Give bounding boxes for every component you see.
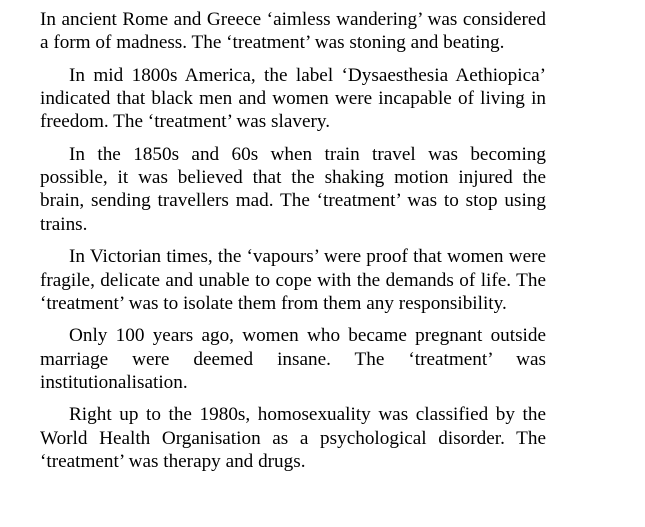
paragraph-dysaesthesia: In mid 1800s America, the label ‘Dysaesthesia Aethiopica’ indicated that black men and women were incapable of living in freedom. The ‘treatment’ was slavery. bbox=[40, 64, 546, 133]
paragraph-homosexuality: Right up to the 1980s, homosexuality was classified by the World Health Organisation as a psychological disorder. The ‘treatment’ was therapy and drugs. bbox=[40, 404, 546, 472]
document-page bbox=[40, 8, 546, 482]
paragraph-pregnancy: Only 100 years ago, women who became pregnant outside marriage were deemed insane. The ‘treatment’ was institutionalisation. bbox=[40, 325, 546, 393]
paragraph-victorian-vapours: In Victorian times, the ‘vapours’ were proof that women were fragile, delicate and unable to cope with the demands of life. The ‘treatment’ was to isolate them from them any responsibility. bbox=[40, 246, 546, 314]
paragraph-train-travel: In the 1850s and 60s when train travel was becoming possible, it was believed that the shaking motion injured the brain, sending travellers mad. The ‘treatment’ was to stop using trains. bbox=[40, 143, 546, 235]
paragraph-ancient-rome: In ancient Rome and Greece ‘aimless wandering’ was considered a form of madness. The ‘treatment’ was stoning and beating. bbox=[40, 9, 546, 54]
